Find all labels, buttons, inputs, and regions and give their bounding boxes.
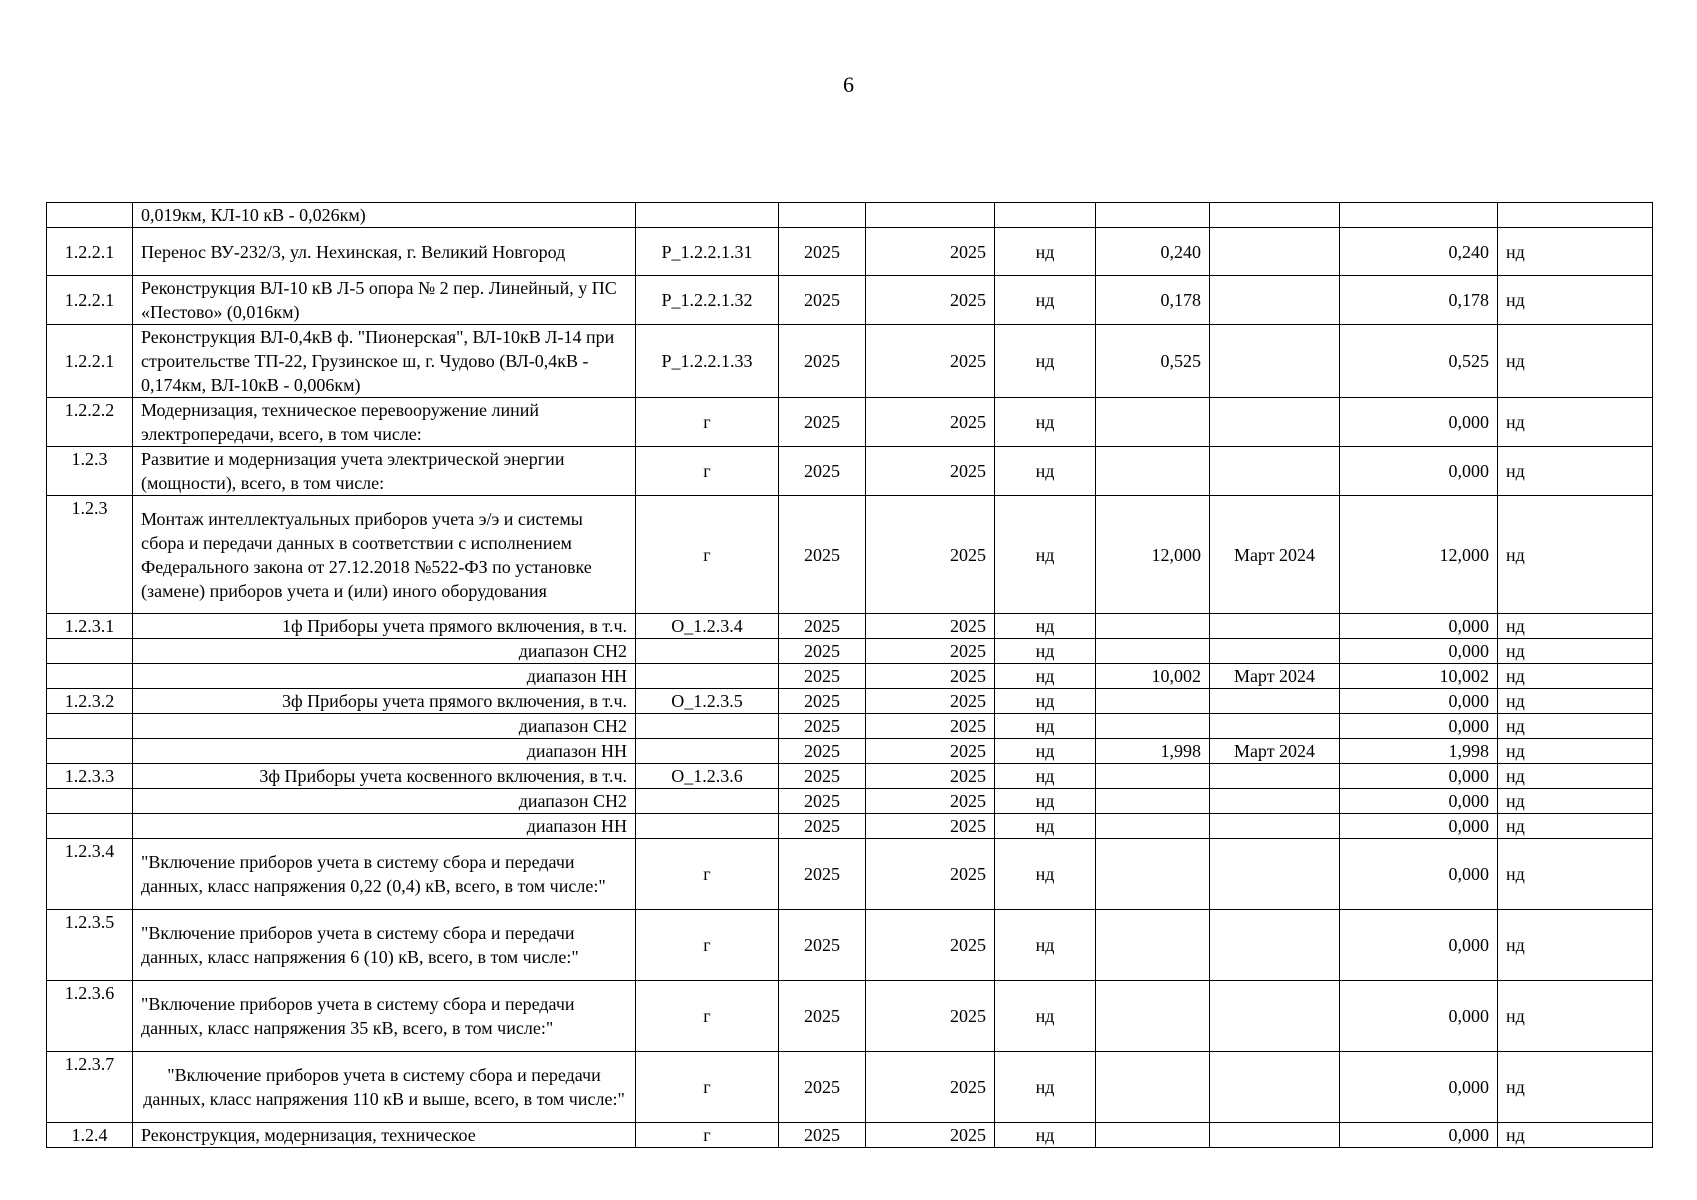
row-year-end: 2025: [866, 839, 995, 910]
row-name: Перенос ВУ-232/3, ул. Нехинская, г. Великий Новгород: [133, 228, 636, 276]
row-value2: 0,000: [1340, 689, 1498, 714]
row-code: г: [636, 910, 779, 981]
row-last: нд: [1498, 496, 1653, 614]
row-flag: нд: [995, 714, 1096, 739]
row-year-start: 2025: [779, 1052, 866, 1123]
row-date: [1210, 228, 1340, 276]
row-last: [1498, 203, 1653, 228]
table-row: [47, 276, 1653, 325]
row-code: г: [636, 398, 779, 447]
row-year-start: 2025: [779, 764, 866, 789]
row-last: нд: [1498, 664, 1653, 689]
row-value1: [1096, 203, 1210, 228]
row-name: "Включение приборов учета в систему сбора и передачи данных, класс напряжения 110 кВ и выше, всего, в том числе:": [133, 1052, 636, 1123]
row-number: 1.2.3: [47, 496, 133, 614]
row-year-start: [779, 203, 866, 228]
row-value1: 0,525: [1096, 325, 1210, 398]
row-name: Реконструкция, модернизация, техническое: [133, 1123, 636, 1148]
row-flag: нд: [995, 1123, 1096, 1148]
row-value1: [1096, 447, 1210, 496]
table-row: [47, 1052, 1653, 1123]
row-number: 1.2.3.4: [47, 839, 133, 910]
row-name: Реконструкция ВЛ-0,4кВ ф. "Пионерская", ВЛ-10кВ Л-14 при строительстве ТП-22, Грузинское ш, г. Чудово (ВЛ-0,4кВ - 0,174км, ВЛ-10кВ - 0,006км): [133, 325, 636, 398]
row-year-end: 2025: [866, 910, 995, 981]
row-date: [1210, 981, 1340, 1052]
row-value1: [1096, 614, 1210, 639]
table-row: [47, 398, 1653, 447]
row-code: О_1.2.3.5: [636, 689, 779, 714]
row-value2: 10,002: [1340, 664, 1498, 689]
row-code: [636, 714, 779, 739]
row-year-start: 2025: [779, 789, 866, 814]
row-last: нд: [1498, 398, 1653, 447]
row-value2: 0,178: [1340, 276, 1498, 325]
row-number: [47, 789, 133, 814]
row-name: "Включение приборов учета в систему сбора и передачи данных, класс напряжения 35 кВ, всего, в том числе:": [133, 981, 636, 1052]
row-flag: нд: [995, 398, 1096, 447]
row-last: нд: [1498, 639, 1653, 664]
row-date: [1210, 764, 1340, 789]
row-flag: нд: [995, 689, 1096, 714]
row-flag: нд: [995, 664, 1096, 689]
row-name: Развитие и модернизация учета электрической энергии (мощности), всего, в том числе:: [133, 447, 636, 496]
row-number: 1.2.3: [47, 447, 133, 496]
table-row: [47, 789, 1653, 814]
row-last: нд: [1498, 1052, 1653, 1123]
row-value2: 0,240: [1340, 228, 1498, 276]
row-year-start: 2025: [779, 228, 866, 276]
row-year-end: 2025: [866, 981, 995, 1052]
row-flag: нд: [995, 910, 1096, 981]
row-value2: 0,000: [1340, 910, 1498, 981]
row-code: [636, 664, 779, 689]
row-date: [1210, 276, 1340, 325]
table-row: [47, 839, 1653, 910]
table-row: [47, 203, 1653, 228]
row-date: [1210, 1052, 1340, 1123]
row-year-end: 2025: [866, 764, 995, 789]
row-date: [1210, 839, 1340, 910]
table-row: [47, 1123, 1653, 1148]
row-last: нд: [1498, 614, 1653, 639]
row-flag: нд: [995, 789, 1096, 814]
table-row: [47, 910, 1653, 981]
row-code: Р_1.2.2.1.31: [636, 228, 779, 276]
row-year-start: 2025: [779, 664, 866, 689]
row-name: "Включение приборов учета в систему сбора и передачи данных, класс напряжения 0,22 (0,4) кВ, всего, в том числе:": [133, 839, 636, 910]
row-number: [47, 739, 133, 764]
row-value1: 0,240: [1096, 228, 1210, 276]
row-number: 1.2.3.7: [47, 1052, 133, 1123]
row-flag: нд: [995, 614, 1096, 639]
row-value2: 0,000: [1340, 447, 1498, 496]
row-number: 1.2.3.5: [47, 910, 133, 981]
row-last: нд: [1498, 1123, 1653, 1148]
row-year-end: 2025: [866, 664, 995, 689]
row-value2: 0,000: [1340, 789, 1498, 814]
row-name: Реконструкция ВЛ-10 кВ Л-5 опора № 2 пер. Линейный, у ПС «Пестово» (0,016км): [133, 276, 636, 325]
row-number: 1.2.3.3: [47, 764, 133, 789]
page-number: 6: [843, 72, 854, 97]
row-year-start: 2025: [779, 447, 866, 496]
row-value2: [1340, 203, 1498, 228]
row-date: [1210, 325, 1340, 398]
table-row: [47, 447, 1653, 496]
row-year-start: 2025: [779, 276, 866, 325]
row-year-start: 2025: [779, 689, 866, 714]
row-value1: [1096, 689, 1210, 714]
row-value1: [1096, 639, 1210, 664]
row-code: [636, 739, 779, 764]
row-flag: нд: [995, 496, 1096, 614]
row-date: Март 2024: [1210, 664, 1340, 689]
row-flag: нд: [995, 228, 1096, 276]
row-value1: [1096, 1052, 1210, 1123]
row-date: [1210, 398, 1340, 447]
row-flag: нд: [995, 325, 1096, 398]
row-value2: 0,000: [1340, 814, 1498, 839]
row-name: 0,019км, КЛ-10 кВ - 0,026км): [133, 203, 636, 228]
investment-program-table: [46, 202, 1653, 1148]
row-flag: нд: [995, 981, 1096, 1052]
row-number: 1.2.2.1: [47, 228, 133, 276]
row-flag: [995, 203, 1096, 228]
row-year-end: 2025: [866, 614, 995, 639]
row-code: [636, 789, 779, 814]
row-number: [47, 639, 133, 664]
row-date: [1210, 789, 1340, 814]
row-date: [1210, 447, 1340, 496]
row-year-end: 2025: [866, 689, 995, 714]
row-last: нд: [1498, 814, 1653, 839]
row-year-end: 2025: [866, 496, 995, 614]
row-value2: 0,000: [1340, 1123, 1498, 1148]
row-year-start: 2025: [779, 839, 866, 910]
row-code: О_1.2.3.4: [636, 614, 779, 639]
table-row: [47, 714, 1653, 739]
row-name: 3ф Приборы учета косвенного включения, в т.ч.: [133, 764, 636, 789]
row-code: О_1.2.3.6: [636, 764, 779, 789]
row-year-start: 2025: [779, 814, 866, 839]
row-date: Март 2024: [1210, 496, 1340, 614]
row-year-start: 2025: [779, 714, 866, 739]
table-row: [47, 739, 1653, 764]
table-row: [47, 639, 1653, 664]
row-code: [636, 203, 779, 228]
row-value1: 10,002: [1096, 664, 1210, 689]
row-value2: 0,000: [1340, 1052, 1498, 1123]
row-date: [1210, 203, 1340, 228]
row-value2: 0,000: [1340, 714, 1498, 739]
row-year-end: 2025: [866, 398, 995, 447]
row-code: [636, 814, 779, 839]
row-year-start: 2025: [779, 398, 866, 447]
row-last: нд: [1498, 228, 1653, 276]
row-year-start: 2025: [779, 1123, 866, 1148]
row-value1: [1096, 398, 1210, 447]
table-row: [47, 496, 1653, 614]
row-value1: [1096, 981, 1210, 1052]
row-number: 1.2.3.1: [47, 614, 133, 639]
table-row: [47, 664, 1653, 689]
row-year-start: 2025: [779, 739, 866, 764]
row-year-start: 2025: [779, 981, 866, 1052]
row-date: [1210, 910, 1340, 981]
row-value2: 0,000: [1340, 981, 1498, 1052]
row-value1: [1096, 764, 1210, 789]
table-row: [47, 814, 1653, 839]
row-number: [47, 203, 133, 228]
row-year-start: 2025: [779, 910, 866, 981]
row-flag: нд: [995, 839, 1096, 910]
row-date: Март 2024: [1210, 739, 1340, 764]
row-value2: 1,998: [1340, 739, 1498, 764]
table-row: [47, 764, 1653, 789]
row-year-start: 2025: [779, 639, 866, 664]
row-name: "Включение приборов учета в систему сбора и передачи данных, класс напряжения 6 (10) кВ, всего, в том числе:": [133, 910, 636, 981]
row-number: [47, 664, 133, 689]
row-last: нд: [1498, 789, 1653, 814]
row-number: [47, 714, 133, 739]
row-year-end: 2025: [866, 739, 995, 764]
row-last: нд: [1498, 981, 1653, 1052]
row-flag: нд: [995, 639, 1096, 664]
table-row: [47, 981, 1653, 1052]
row-value1: [1096, 1123, 1210, 1148]
row-year-end: 2025: [866, 228, 995, 276]
row-value2: 0,000: [1340, 639, 1498, 664]
row-flag: нд: [995, 764, 1096, 789]
row-name: диапазон СН2: [133, 789, 636, 814]
row-value2: 0,000: [1340, 398, 1498, 447]
row-value1: 12,000: [1096, 496, 1210, 614]
row-year-end: 2025: [866, 447, 995, 496]
row-date: [1210, 689, 1340, 714]
row-number: [47, 814, 133, 839]
row-number: 1.2.3.2: [47, 689, 133, 714]
row-date: [1210, 639, 1340, 664]
table-row: [47, 325, 1653, 398]
row-value1: [1096, 714, 1210, 739]
row-code: г: [636, 839, 779, 910]
row-name: Модернизация, техническое перевооружение линий электропередачи, всего, в том числе:: [133, 398, 636, 447]
row-name: диапазон НН: [133, 664, 636, 689]
row-year-end: 2025: [866, 325, 995, 398]
row-flag: нд: [995, 814, 1096, 839]
row-number: 1.2.2.1: [47, 325, 133, 398]
row-flag: нд: [995, 447, 1096, 496]
row-date: [1210, 814, 1340, 839]
row-last: нд: [1498, 839, 1653, 910]
row-name: 3ф Приборы учета прямого включения, в т.ч.: [133, 689, 636, 714]
row-last: нд: [1498, 764, 1653, 789]
row-code: Р_1.2.2.1.33: [636, 325, 779, 398]
row-code: г: [636, 1123, 779, 1148]
row-date: [1210, 1123, 1340, 1148]
row-number: 1.2.2.1: [47, 276, 133, 325]
row-last: нд: [1498, 714, 1653, 739]
row-last: нд: [1498, 910, 1653, 981]
row-year-start: 2025: [779, 614, 866, 639]
row-year-end: 2025: [866, 714, 995, 739]
row-code: Р_1.2.2.1.32: [636, 276, 779, 325]
row-value2: 0,000: [1340, 614, 1498, 639]
row-code: г: [636, 447, 779, 496]
row-year-end: [866, 203, 995, 228]
row-name: диапазон НН: [133, 814, 636, 839]
row-value2: 12,000: [1340, 496, 1498, 614]
row-flag: нд: [995, 739, 1096, 764]
row-name: диапазон СН2: [133, 714, 636, 739]
row-code: [636, 639, 779, 664]
row-flag: нд: [995, 1052, 1096, 1123]
row-year-start: 2025: [779, 496, 866, 614]
row-code: г: [636, 1052, 779, 1123]
row-name: Монтаж интеллектуальных приборов учета э/э и системы сбора и передачи данных в соответствии с исполнением Федерального закона от 27.12.2018 №522-ФЗ по установке (замене) приборов учета и (или) иного оборудования: [133, 496, 636, 614]
row-year-end: 2025: [866, 1052, 995, 1123]
row-value1: [1096, 910, 1210, 981]
row-year-end: 2025: [866, 639, 995, 664]
row-flag: нд: [995, 276, 1096, 325]
row-year-end: 2025: [866, 814, 995, 839]
row-name: диапазон НН: [133, 739, 636, 764]
row-last: нд: [1498, 689, 1653, 714]
row-year-end: 2025: [866, 1123, 995, 1148]
row-number: 1.2.3.6: [47, 981, 133, 1052]
row-value2: 0,000: [1340, 839, 1498, 910]
row-number: 1.2.4: [47, 1123, 133, 1148]
row-year-end: 2025: [866, 276, 995, 325]
row-value1: 0,178: [1096, 276, 1210, 325]
row-date: [1210, 714, 1340, 739]
row-last: нд: [1498, 447, 1653, 496]
table-row: [47, 228, 1653, 276]
row-name: диапазон СН2: [133, 639, 636, 664]
row-date: [1210, 614, 1340, 639]
row-name: 1ф Приборы учета прямого включения, в т.ч.: [133, 614, 636, 639]
row-value2: 0,525: [1340, 325, 1498, 398]
row-last: нд: [1498, 739, 1653, 764]
row-last: нд: [1498, 276, 1653, 325]
table-row: [47, 689, 1653, 714]
row-code: г: [636, 496, 779, 614]
row-value1: 1,998: [1096, 739, 1210, 764]
row-last: нд: [1498, 325, 1653, 398]
row-year-start: 2025: [779, 325, 866, 398]
row-number: 1.2.2.2: [47, 398, 133, 447]
row-value1: [1096, 839, 1210, 910]
row-year-end: 2025: [866, 789, 995, 814]
row-value1: [1096, 814, 1210, 839]
table-row: [47, 614, 1653, 639]
row-value1: [1096, 789, 1210, 814]
row-value2: 0,000: [1340, 764, 1498, 789]
row-code: г: [636, 981, 779, 1052]
